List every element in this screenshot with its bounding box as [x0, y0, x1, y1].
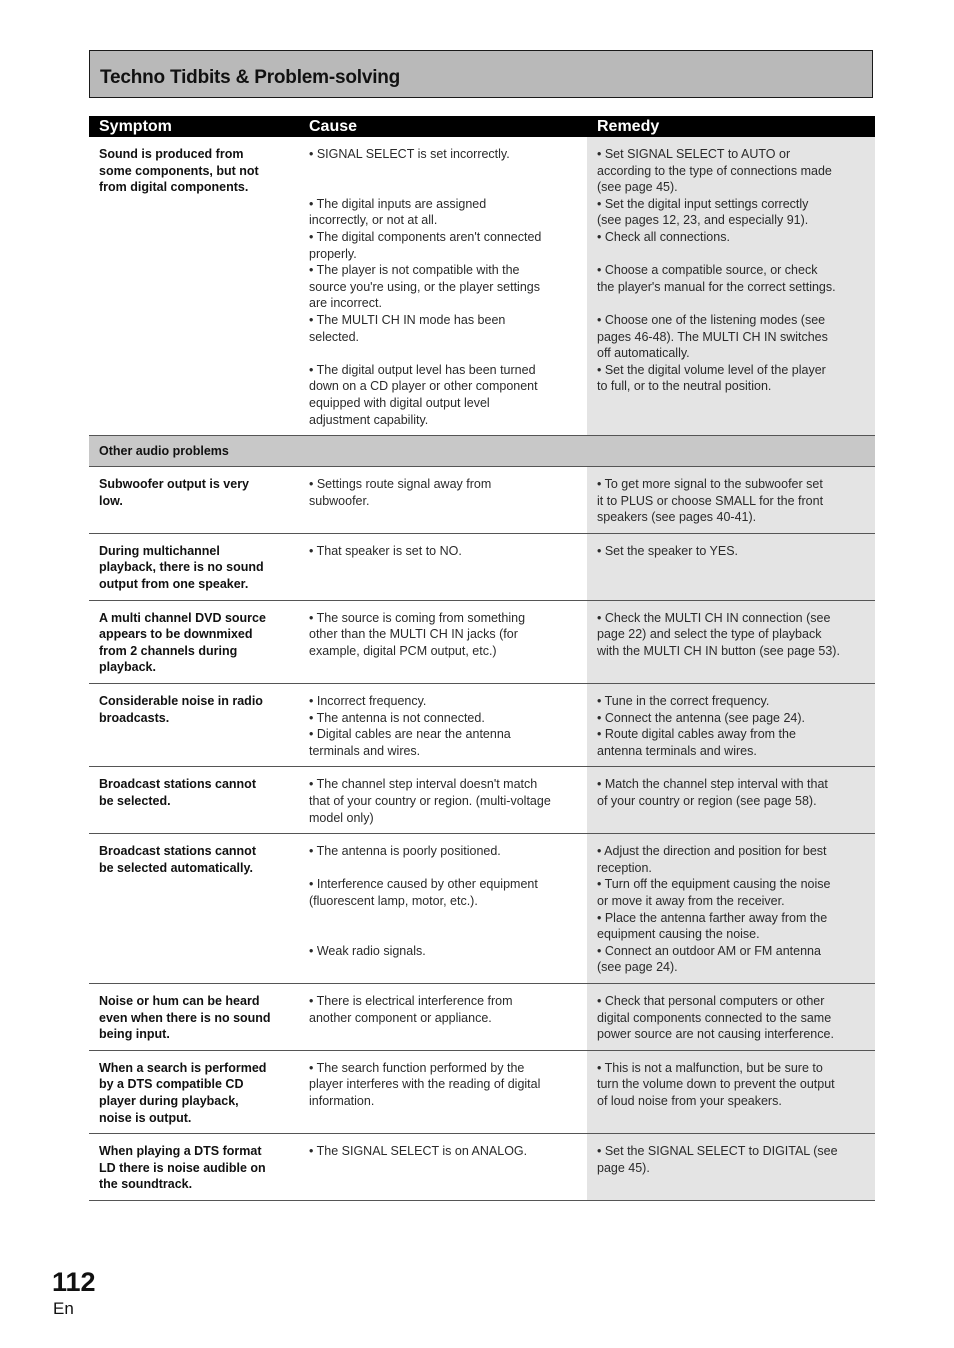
symptom-cell	[89, 601, 299, 683]
text-line: (see pages 12, 23, and especially 91).	[597, 213, 809, 228]
text-line: • Adjust the direction and position for best	[597, 844, 827, 859]
text-line: Broadcast stations cannot	[99, 777, 256, 792]
text-line: When a search is performed	[99, 1060, 267, 1075]
text-line: with the MULTI CH IN button (see page 53).	[597, 643, 840, 658]
text-line: • The player is not compatible with the	[309, 263, 520, 278]
symptom-cell	[89, 137, 299, 435]
text-line: page 22) and select the type of playback	[597, 627, 822, 642]
symptom-cell	[89, 534, 299, 600]
text-line: • Check all connections.	[597, 229, 730, 244]
symptom-cell	[89, 684, 299, 766]
page-language: En	[53, 1299, 74, 1318]
cause-cell	[299, 137, 587, 435]
text-line: • To get more signal to the subwoofer set	[597, 477, 823, 492]
remedy-cell	[587, 1051, 875, 1133]
text-line: Considerable noise in radio	[99, 694, 263, 709]
cause-cell	[299, 834, 587, 983]
remedy-cell	[587, 684, 875, 766]
text-line: equipment causing the noise.	[597, 927, 760, 942]
text-line: model only)	[309, 810, 374, 825]
text-line: When playing a DTS format	[99, 1144, 262, 1159]
text-line: • Tune in the correct frequency.	[597, 694, 770, 709]
text-line: low.	[99, 493, 123, 508]
cause-cell	[299, 467, 587, 533]
text-line: terminals and wires.	[309, 743, 421, 758]
text-line: • Place the antenna farther away from the	[597, 910, 828, 925]
text-line: • The antenna is not connected.	[309, 710, 485, 725]
text-line: even when there is no sound	[99, 1010, 271, 1025]
text-line: down on a CD player or other component	[309, 379, 538, 394]
page-title: Techno Tidbits & Problem-solving	[100, 67, 401, 88]
remedy-cell	[587, 767, 875, 833]
section-title-box	[89, 50, 873, 98]
text-line: • There is electrical interference from	[309, 993, 513, 1008]
table-header	[89, 116, 875, 137]
text-line: LD there is noise audible on	[99, 1160, 266, 1175]
table-row	[89, 767, 875, 834]
text-line: from digital components.	[99, 180, 249, 195]
text-line: to full, or to the neutral position.	[597, 379, 772, 394]
text-line: • The SIGNAL SELECT is on ANALOG.	[309, 1144, 528, 1159]
text-line: being input.	[99, 1027, 170, 1042]
text-line: Broadcast stations cannot	[99, 844, 256, 859]
cause-cell	[299, 1134, 587, 1200]
line-gap	[309, 179, 581, 196]
text-line: • Choose one of the listening modes (see	[597, 312, 826, 327]
text-line: • Set the digital input settings correctly	[597, 196, 809, 211]
cause-cell	[299, 684, 587, 766]
text-line: • Set SIGNAL SELECT to AUTO or	[597, 147, 791, 161]
text-line: • That speaker is set to NO.	[309, 543, 462, 558]
text-line: source you're using, or the player settings	[309, 279, 540, 294]
text-line: pages 46-48). The MULTI CH IN switches	[597, 329, 828, 344]
symptom-cell	[89, 1051, 299, 1133]
table-row	[89, 984, 875, 1051]
text-line: • Connect an outdoor AM or FM antenna	[597, 943, 821, 958]
text-line: • The channel step interval doesn't match	[309, 777, 538, 792]
remedy-cell	[587, 601, 875, 683]
header-symptom: Symptom	[99, 118, 172, 135]
remedy-cell	[587, 467, 875, 533]
text-line: During multichannel	[99, 543, 220, 558]
table-row	[89, 534, 875, 601]
remedy-cell	[587, 534, 875, 600]
text-line: according to the type of connections made	[597, 163, 832, 178]
text-line: • Set the digital volume level of the player	[597, 362, 826, 377]
text-line: the soundtrack.	[99, 1177, 193, 1192]
text-line: • Interference caused by other equipment	[309, 877, 538, 892]
cause-cell	[299, 534, 587, 600]
cause-cell	[299, 767, 587, 833]
text-line: adjustment capability.	[309, 412, 429, 427]
text-line: Subwoofer output is very	[99, 477, 250, 492]
text-line: incorrectly, or not at all.	[309, 213, 438, 228]
text-line: speakers (see pages 40-41).	[597, 510, 757, 525]
text-line: information.	[309, 1093, 375, 1108]
text-line: output from one speaker.	[99, 577, 249, 592]
line-gap	[309, 163, 581, 180]
cause-cell	[299, 984, 587, 1050]
text-line: properly.	[309, 246, 357, 261]
text-line: some components, but not	[99, 163, 259, 178]
text-line: power source are not causing interference.	[597, 1027, 834, 1042]
line-gap	[309, 345, 581, 362]
text-line: playback, there is no sound	[99, 560, 264, 575]
text-line: are incorrect.	[309, 296, 382, 311]
text-line: (see page 24).	[597, 960, 678, 975]
table-row	[89, 601, 875, 684]
text-line: antenna terminals and wires.	[597, 743, 757, 758]
text-line: of your country or region (see page 58).	[597, 794, 817, 808]
line-gap	[309, 926, 581, 943]
cause-cell	[299, 601, 587, 683]
text-line: • Weak radio signals.	[309, 943, 426, 958]
table-body	[89, 137, 875, 1201]
text-line: • Check the MULTI CH IN connection (see	[597, 610, 831, 625]
text-line: playback.	[99, 660, 156, 675]
text-line: (fluorescent lamp, motor, etc.).	[309, 893, 478, 908]
text-line: • Check that personal computers or other	[597, 993, 825, 1008]
text-line: Noise or hum can be heard	[99, 993, 260, 1008]
table-row	[89, 467, 875, 534]
remedy-cell	[587, 984, 875, 1050]
text-line: example, digital PCM output, etc.)	[309, 643, 497, 658]
text-line: equipped with digital output level	[309, 395, 490, 410]
text-line: page 45).	[597, 1160, 650, 1175]
text-line: or move it away from the receiver.	[597, 893, 785, 908]
text-line: • Incorrect frequency.	[309, 694, 427, 709]
text-line: reception.	[597, 860, 652, 875]
text-line: • The digital output level has been turned	[309, 362, 536, 377]
text-line: • SIGNAL SELECT is set incorrectly.	[309, 147, 510, 161]
text-line: (see page 45).	[597, 180, 678, 195]
text-line: noise is output.	[99, 1110, 192, 1125]
text-line: turn the volume down to prevent the output	[597, 1077, 835, 1092]
text-line: • Connect the antenna (see page 24).	[597, 710, 805, 725]
header-cause: Cause	[309, 118, 358, 135]
header-remedy: Remedy	[597, 118, 660, 135]
remedy-cell	[587, 834, 875, 983]
text-line: other than the MULTI CH IN jacks (for	[309, 627, 518, 642]
table-row	[89, 137, 875, 436]
text-line: • The search function performed by the	[309, 1060, 525, 1075]
text-line: • Match the channel step interval with that	[597, 777, 828, 792]
line-gap	[309, 910, 581, 927]
text-line: • The antenna is poorly positioned.	[309, 844, 501, 859]
line-gap	[309, 860, 581, 877]
text-line: subwoofer.	[309, 493, 370, 508]
text-line: be selected.	[99, 794, 171, 808]
text-line: • The MULTI CH IN mode has been	[309, 312, 506, 327]
symptom-cell	[89, 467, 299, 533]
table-row	[89, 1051, 875, 1134]
text-line: from 2 channels during	[99, 643, 238, 658]
cause-cell	[299, 1051, 587, 1133]
troubleshooting-table	[89, 116, 875, 1201]
text-line: • The source is coming from something	[309, 610, 526, 625]
symptom-cell	[89, 1134, 299, 1200]
text-line: off automatically.	[597, 346, 690, 361]
page-number: 112	[52, 1267, 96, 1297]
text-line: • This is not a malfunction, but be sure to	[597, 1060, 823, 1075]
line-gap	[597, 295, 869, 312]
text-line: • The digital inputs are assigned	[309, 196, 487, 211]
text-line: that of your country or region. (multi-voltage	[309, 794, 551, 808]
text-line: • Digital cables are near the antenna	[309, 727, 511, 742]
text-line: A multi channel DVD source	[99, 610, 266, 625]
text-line: broadcasts.	[99, 710, 170, 725]
text-line: be selected automatically.	[99, 860, 253, 875]
remedy-cell	[587, 1134, 875, 1200]
text-line: • Set the SIGNAL SELECT to DIGITAL (see	[597, 1144, 838, 1159]
text-line: selected.	[309, 329, 360, 344]
section-header-other-audio-problems: Other audio problems	[89, 436, 875, 467]
table-row	[89, 834, 875, 984]
text-line: the player's manual for the correct settings.	[597, 279, 836, 294]
symptom-cell	[89, 984, 299, 1050]
text-line: another component or appliance.	[309, 1010, 492, 1025]
text-line: • Choose a compatible source, or check	[597, 263, 818, 278]
line-gap	[597, 246, 869, 263]
text-line: by a DTS compatible CD	[99, 1077, 244, 1092]
text-line: • The digital components aren't connected	[309, 229, 542, 244]
remedy-cell	[587, 137, 875, 435]
text-line: player interferes with the reading of digital	[309, 1077, 541, 1092]
symptom-cell	[89, 767, 299, 833]
table-row	[89, 684, 875, 767]
text-line: • Turn off the equipment causing the noise	[597, 877, 831, 892]
text-line: of loud noise from your speakers.	[597, 1093, 782, 1108]
table-row	[89, 1134, 875, 1201]
symptom-cell	[89, 834, 299, 983]
text-line: • Route digital cables away from the	[597, 727, 796, 742]
text-line: appears to be downmixed	[99, 627, 253, 642]
text-line: Sound is produced from	[99, 147, 244, 161]
text-line: it to PLUS or choose SMALL for the front	[597, 493, 824, 508]
text-line: digital components connected to the same	[597, 1010, 832, 1025]
text-line: player during playback,	[99, 1093, 239, 1108]
text-line: • Settings route signal away from	[309, 477, 492, 492]
text-line: • Set the speaker to YES.	[597, 543, 739, 558]
